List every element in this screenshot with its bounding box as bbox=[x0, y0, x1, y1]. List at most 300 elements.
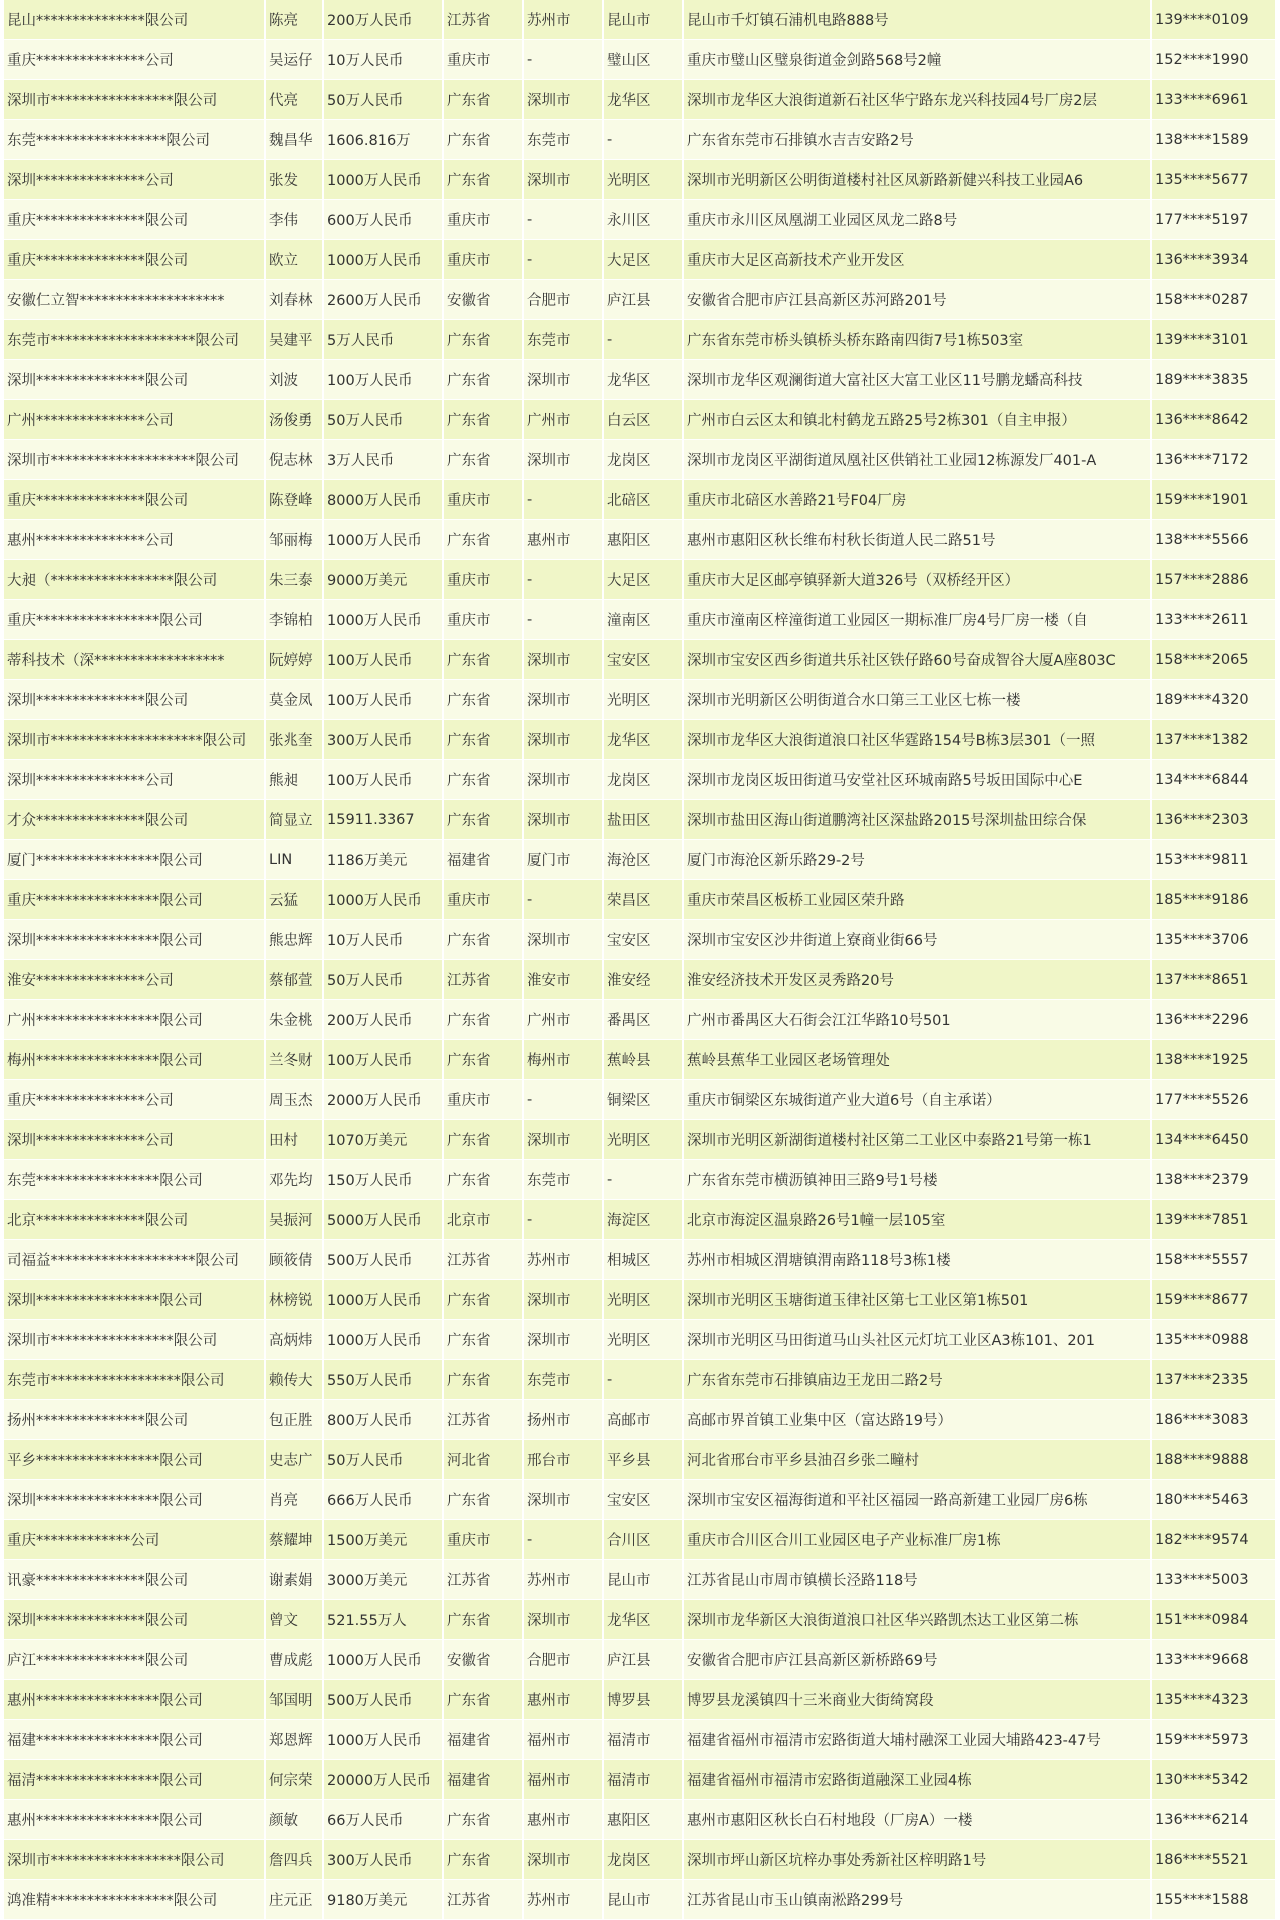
registered-capital-cell: 1500万美元 bbox=[323, 1520, 443, 1560]
legal-person-cell: 李伟 bbox=[265, 200, 323, 240]
phone-cell: 159****1901 bbox=[1151, 480, 1276, 520]
legal-person-cell: 邹丽梅 bbox=[265, 520, 323, 560]
district-cell: 惠阳区 bbox=[603, 520, 683, 560]
table-row bbox=[4, 1440, 1276, 1480]
address-cell: 重庆市北碚区水善路21号F04厂房 bbox=[683, 480, 1151, 520]
registered-capital-cell: 50万人民币 bbox=[323, 1440, 443, 1480]
city-cell: 苏州市 bbox=[523, 1240, 603, 1280]
city-cell: - bbox=[523, 1200, 603, 1240]
legal-person-cell: 云猛 bbox=[265, 880, 323, 920]
address-cell: 广州市番禺区大石街会江江华路10号501 bbox=[683, 1000, 1151, 1040]
address-cell: 深圳市宝安区西乡街道共乐社区铁仔路60号奋成智谷大厦A座803C bbox=[683, 640, 1151, 680]
phone-cell: 153****9811 bbox=[1151, 840, 1276, 880]
company-name-cell: 惠州***************公司 bbox=[4, 520, 265, 560]
registered-capital-cell: 300万人民币 bbox=[323, 1840, 443, 1880]
district-cell: 潼南区 bbox=[603, 600, 683, 640]
address-cell: 北京市海淀区温泉路26号1幢一层105室 bbox=[683, 1200, 1151, 1240]
company-name-cell: 重庆***************公司 bbox=[4, 40, 265, 80]
company-name-cell: 福建*****************限公司 bbox=[4, 1720, 265, 1760]
city-cell: 深圳市 bbox=[523, 1320, 603, 1360]
legal-person-cell: 魏昌华 bbox=[265, 120, 323, 160]
district-cell: 龙华区 bbox=[603, 1600, 683, 1640]
table-row bbox=[4, 1840, 1276, 1880]
city-cell: 梅州市 bbox=[523, 1040, 603, 1080]
phone-cell: 137****8651 bbox=[1151, 960, 1276, 1000]
phone-cell: 137****2335 bbox=[1151, 1360, 1276, 1400]
registered-capital-cell: 100万人民币 bbox=[323, 1040, 443, 1080]
table-row bbox=[4, 1160, 1276, 1200]
phone-cell: 134****6450 bbox=[1151, 1120, 1276, 1160]
city-cell: 深圳市 bbox=[523, 720, 603, 760]
address-cell: 淮安经济技术开发区灵秀路20号 bbox=[683, 960, 1151, 1000]
phone-cell: 135****3706 bbox=[1151, 920, 1276, 960]
company-name-cell: 梅州*****************限公司 bbox=[4, 1040, 265, 1080]
table-row bbox=[4, 600, 1276, 640]
city-cell: 深圳市 bbox=[523, 80, 603, 120]
legal-person-cell: 庄元正 bbox=[265, 1880, 323, 1920]
registered-capital-cell: 100万人民币 bbox=[323, 760, 443, 800]
table-row bbox=[4, 1560, 1276, 1600]
table-row bbox=[4, 1320, 1276, 1360]
address-cell: 深圳市光明区马田街道马山头社区元灯坑工业区A3栋101、201 bbox=[683, 1320, 1151, 1360]
table-row bbox=[4, 480, 1276, 520]
province-cell: 广东省 bbox=[443, 1480, 523, 1520]
city-cell: 合肥市 bbox=[523, 280, 603, 320]
district-cell: 宝安区 bbox=[603, 920, 683, 960]
city-cell: 惠州市 bbox=[523, 1680, 603, 1720]
district-cell: 海淀区 bbox=[603, 1200, 683, 1240]
city-cell: - bbox=[523, 480, 603, 520]
province-cell: 安徽省 bbox=[443, 1640, 523, 1680]
table-row bbox=[4, 720, 1276, 760]
table-body bbox=[4, 0, 1276, 1920]
address-cell: 重庆市璧山区璧泉街道金剑路568号2幢 bbox=[683, 40, 1151, 80]
district-cell: - bbox=[603, 1160, 683, 1200]
registered-capital-cell: 1000万人民币 bbox=[323, 160, 443, 200]
province-cell: 广东省 bbox=[443, 120, 523, 160]
address-cell: 深圳市宝安区福海街道和平社区福园一路高新建工业园厂房6栋 bbox=[683, 1480, 1151, 1520]
company-name-cell: 淮安***************公司 bbox=[4, 960, 265, 1000]
table-row bbox=[4, 1120, 1276, 1160]
phone-cell: 185****9186 bbox=[1151, 880, 1276, 920]
table-row bbox=[4, 840, 1276, 880]
city-cell: 深圳市 bbox=[523, 360, 603, 400]
phone-cell: 137****1382 bbox=[1151, 720, 1276, 760]
registered-capital-cell: 50万人民币 bbox=[323, 400, 443, 440]
company-name-cell: 重庆*****************限公司 bbox=[4, 880, 265, 920]
company-name-cell: 福清*****************限公司 bbox=[4, 1760, 265, 1800]
address-cell: 博罗县龙溪镇四十三米商业大街绮窝段 bbox=[683, 1680, 1151, 1720]
phone-cell: 138****2379 bbox=[1151, 1160, 1276, 1200]
registered-capital-cell: 666万人民币 bbox=[323, 1480, 443, 1520]
table-row bbox=[4, 1880, 1276, 1920]
table-row bbox=[4, 880, 1276, 920]
province-cell: 重庆市 bbox=[443, 1080, 523, 1120]
registered-capital-cell: 600万人民币 bbox=[323, 200, 443, 240]
registered-capital-cell: 100万人民币 bbox=[323, 640, 443, 680]
district-cell: 光明区 bbox=[603, 680, 683, 720]
district-cell: 相城区 bbox=[603, 1240, 683, 1280]
city-cell: 福州市 bbox=[523, 1760, 603, 1800]
city-cell: 福州市 bbox=[523, 1720, 603, 1760]
address-cell: 广州市白云区太和镇北村鹤龙五路25号2栋301（自主申报） bbox=[683, 400, 1151, 440]
district-cell: 大足区 bbox=[603, 240, 683, 280]
table-row bbox=[4, 1280, 1276, 1320]
province-cell: 江苏省 bbox=[443, 1560, 523, 1600]
city-cell: 惠州市 bbox=[523, 1800, 603, 1840]
registered-capital-cell: 500万人民币 bbox=[323, 1240, 443, 1280]
phone-cell: 180****5463 bbox=[1151, 1480, 1276, 1520]
legal-person-cell: 赖传大 bbox=[265, 1360, 323, 1400]
phone-cell: 186****5521 bbox=[1151, 1840, 1276, 1880]
phone-cell: 135****4323 bbox=[1151, 1680, 1276, 1720]
province-cell: 广东省 bbox=[443, 400, 523, 440]
province-cell: 广东省 bbox=[443, 80, 523, 120]
district-cell: 璧山区 bbox=[603, 40, 683, 80]
legal-person-cell: 陈登峰 bbox=[265, 480, 323, 520]
table-row bbox=[4, 760, 1276, 800]
district-cell: 庐江县 bbox=[603, 280, 683, 320]
province-cell: 江苏省 bbox=[443, 960, 523, 1000]
company-name-cell: 深圳***************限公司 bbox=[4, 360, 265, 400]
company-name-cell: 东莞*****************限公司 bbox=[4, 1160, 265, 1200]
table-row bbox=[4, 120, 1276, 160]
company-name-cell: 广州***************公司 bbox=[4, 400, 265, 440]
city-cell: 深圳市 bbox=[523, 1840, 603, 1880]
company-name-cell: 深圳市*****************限公司 bbox=[4, 1320, 265, 1360]
registered-capital-cell: 15911.3367 bbox=[323, 800, 443, 840]
phone-cell: 155****1588 bbox=[1151, 1880, 1276, 1920]
district-cell: - bbox=[603, 1360, 683, 1400]
district-cell: 高邮市 bbox=[603, 1400, 683, 1440]
legal-person-cell: 熊昶 bbox=[265, 760, 323, 800]
table-row bbox=[4, 0, 1276, 40]
registered-capital-cell: 20000万人民币 bbox=[323, 1760, 443, 1800]
company-name-cell: 庐江***************限公司 bbox=[4, 1640, 265, 1680]
district-cell: 光明区 bbox=[603, 1280, 683, 1320]
address-cell: 广东省东莞市桥头镇桥头桥东路南四街7号1栋503室 bbox=[683, 320, 1151, 360]
phone-cell: 138****5566 bbox=[1151, 520, 1276, 560]
legal-person-cell: 周玉杰 bbox=[265, 1080, 323, 1120]
legal-person-cell: 曾文 bbox=[265, 1600, 323, 1640]
city-cell: 深圳市 bbox=[523, 1600, 603, 1640]
table-row bbox=[4, 680, 1276, 720]
legal-person-cell: 曹成彪 bbox=[265, 1640, 323, 1680]
city-cell: 厦门市 bbox=[523, 840, 603, 880]
city-cell: 深圳市 bbox=[523, 920, 603, 960]
registered-capital-cell: 10万人民币 bbox=[323, 40, 443, 80]
table-row bbox=[4, 200, 1276, 240]
district-cell: 光明区 bbox=[603, 160, 683, 200]
registered-capital-cell: 550万人民币 bbox=[323, 1360, 443, 1400]
phone-cell: 182****9574 bbox=[1151, 1520, 1276, 1560]
city-cell: 东莞市 bbox=[523, 320, 603, 360]
address-cell: 高邮市界首镇工业集中区（富达路19号） bbox=[683, 1400, 1151, 1440]
legal-person-cell: 颜敏 bbox=[265, 1800, 323, 1840]
province-cell: 重庆市 bbox=[443, 560, 523, 600]
address-cell: 重庆市合川区合川工业园区电子产业标准厂房1栋 bbox=[683, 1520, 1151, 1560]
district-cell: 宝安区 bbox=[603, 640, 683, 680]
province-cell: 重庆市 bbox=[443, 600, 523, 640]
registered-capital-cell: 9180万美元 bbox=[323, 1880, 443, 1920]
city-cell: 东莞市 bbox=[523, 120, 603, 160]
city-cell: 深圳市 bbox=[523, 1480, 603, 1520]
phone-cell: 189****3835 bbox=[1151, 360, 1276, 400]
city-cell: 邢台市 bbox=[523, 1440, 603, 1480]
address-cell: 昆山市千灯镇石浦机电路888号 bbox=[683, 0, 1151, 40]
registered-capital-cell: 2000万人民币 bbox=[323, 1080, 443, 1120]
address-cell: 深圳市龙岗区坂田街道马安堂社区环城南路5号坂田国际中心E bbox=[683, 760, 1151, 800]
legal-person-cell: 朱三泰 bbox=[265, 560, 323, 600]
district-cell: 大足区 bbox=[603, 560, 683, 600]
legal-person-cell: 邓先均 bbox=[265, 1160, 323, 1200]
province-cell: 江苏省 bbox=[443, 1240, 523, 1280]
province-cell: 广东省 bbox=[443, 1000, 523, 1040]
phone-cell: 177****5526 bbox=[1151, 1080, 1276, 1120]
province-cell: 广东省 bbox=[443, 1160, 523, 1200]
legal-person-cell: 何宗荣 bbox=[265, 1760, 323, 1800]
registered-capital-cell: 100万人民币 bbox=[323, 360, 443, 400]
address-cell: 深圳市光明区新湖街道楼村社区第二工业区中泰路21号第一栋1 bbox=[683, 1120, 1151, 1160]
registered-capital-cell: 3万人民币 bbox=[323, 440, 443, 480]
district-cell: 龙华区 bbox=[603, 720, 683, 760]
district-cell: - bbox=[603, 320, 683, 360]
table-row bbox=[4, 1240, 1276, 1280]
legal-person-cell: 史志广 bbox=[265, 1440, 323, 1480]
legal-person-cell: 吴振河 bbox=[265, 1200, 323, 1240]
address-cell: 安徽省合肥市庐江县高新区苏河路201号 bbox=[683, 280, 1151, 320]
legal-person-cell: 阮婷婷 bbox=[265, 640, 323, 680]
legal-person-cell: 莫金凤 bbox=[265, 680, 323, 720]
registered-capital-cell: 1000万人民币 bbox=[323, 880, 443, 920]
district-cell: 龙岗区 bbox=[603, 440, 683, 480]
phone-cell: 136****2303 bbox=[1151, 800, 1276, 840]
district-cell: 盐田区 bbox=[603, 800, 683, 840]
district-cell: 福清市 bbox=[603, 1720, 683, 1760]
legal-person-cell: 张兆奎 bbox=[265, 720, 323, 760]
company-name-cell: 重庆***************限公司 bbox=[4, 240, 265, 280]
province-cell: 广东省 bbox=[443, 1680, 523, 1720]
registered-capital-cell: 1000万人民币 bbox=[323, 240, 443, 280]
table-row bbox=[4, 560, 1276, 600]
table-row bbox=[4, 1040, 1276, 1080]
company-name-cell: 昆山***************限公司 bbox=[4, 0, 265, 40]
province-cell: 广东省 bbox=[443, 320, 523, 360]
company-name-cell: 广州*****************限公司 bbox=[4, 1000, 265, 1040]
registered-capital-cell: 1000万人民币 bbox=[323, 1280, 443, 1320]
city-cell: - bbox=[523, 200, 603, 240]
company-name-cell: 深圳***************公司 bbox=[4, 1120, 265, 1160]
company-name-cell: 重庆***************限公司 bbox=[4, 200, 265, 240]
city-cell: 合肥市 bbox=[523, 1640, 603, 1680]
city-cell: 深圳市 bbox=[523, 760, 603, 800]
registered-capital-cell: 1186万美元 bbox=[323, 840, 443, 880]
table-row bbox=[4, 1760, 1276, 1800]
phone-cell: 159****5973 bbox=[1151, 1720, 1276, 1760]
province-cell: 江苏省 bbox=[443, 0, 523, 40]
table-row bbox=[4, 920, 1276, 960]
phone-cell: 188****9888 bbox=[1151, 1440, 1276, 1480]
phone-cell: 157****2886 bbox=[1151, 560, 1276, 600]
phone-cell: 136****8642 bbox=[1151, 400, 1276, 440]
address-cell: 深圳市龙华区大浪街道新石社区华宁路东龙兴科技园4号厂房2层 bbox=[683, 80, 1151, 120]
province-cell: 广东省 bbox=[443, 640, 523, 680]
company-name-cell: 惠州*****************限公司 bbox=[4, 1680, 265, 1720]
province-cell: 广东省 bbox=[443, 1360, 523, 1400]
address-cell: 福建省福州市福清市宏路街道融深工业园4栋 bbox=[683, 1760, 1151, 1800]
company-name-cell: 深圳***************限公司 bbox=[4, 1600, 265, 1640]
company-name-cell: 鸿准精*****************限公司 bbox=[4, 1880, 265, 1920]
address-cell: 广东省东莞市石排镇庙边王龙田二路2号 bbox=[683, 1360, 1151, 1400]
company-name-cell: 重庆*************公司 bbox=[4, 1520, 265, 1560]
city-cell: 淮安市 bbox=[523, 960, 603, 1000]
province-cell: 重庆市 bbox=[443, 240, 523, 280]
address-cell: 江苏省昆山市玉山镇南淞路299号 bbox=[683, 1880, 1151, 1920]
table-row bbox=[4, 280, 1276, 320]
phone-cell: 133****2611 bbox=[1151, 600, 1276, 640]
registered-capital-cell: 1000万人民币 bbox=[323, 600, 443, 640]
table-row bbox=[4, 1600, 1276, 1640]
registered-capital-cell: 200万人民币 bbox=[323, 0, 443, 40]
address-cell: 惠州市惠阳区秋长维布村秋长街道人民二路51号 bbox=[683, 520, 1151, 560]
address-cell: 惠州市惠阳区秋长白石村地段（厂房A）一楼 bbox=[683, 1800, 1151, 1840]
district-cell: 白云区 bbox=[603, 400, 683, 440]
company-name-cell: 平乡*****************限公司 bbox=[4, 1440, 265, 1480]
address-cell: 深圳市龙华新区大浪街道浪口社区华兴路凯杰达工业区第二栋 bbox=[683, 1600, 1151, 1640]
city-cell: 东莞市 bbox=[523, 1360, 603, 1400]
phone-cell: 136****3934 bbox=[1151, 240, 1276, 280]
phone-cell: 134****6844 bbox=[1151, 760, 1276, 800]
legal-person-cell: 林榜锐 bbox=[265, 1280, 323, 1320]
district-cell: 龙岗区 bbox=[603, 760, 683, 800]
address-cell: 苏州市相城区渭塘镇渭南路118号3栋1楼 bbox=[683, 1240, 1151, 1280]
phone-cell: 189****4320 bbox=[1151, 680, 1276, 720]
legal-person-cell: 简显立 bbox=[265, 800, 323, 840]
registered-capital-cell: 1000万人民币 bbox=[323, 1720, 443, 1760]
address-cell: 深圳市龙华区观澜街道大富社区大富工业区11号鹏龙蟠高科技 bbox=[683, 360, 1151, 400]
district-cell: 铜梁区 bbox=[603, 1080, 683, 1120]
district-cell: 海沧区 bbox=[603, 840, 683, 880]
phone-cell: 136****7172 bbox=[1151, 440, 1276, 480]
district-cell: 平乡县 bbox=[603, 1440, 683, 1480]
province-cell: 福建省 bbox=[443, 1760, 523, 1800]
province-cell: 重庆市 bbox=[443, 480, 523, 520]
address-cell: 重庆市铜梁区东城街道产业大道6号（自主承诺） bbox=[683, 1080, 1151, 1120]
company-name-cell: 东莞******************限公司 bbox=[4, 120, 265, 160]
district-cell: 龙华区 bbox=[603, 80, 683, 120]
province-cell: 重庆市 bbox=[443, 1520, 523, 1560]
city-cell: 深圳市 bbox=[523, 160, 603, 200]
table-row bbox=[4, 1000, 1276, 1040]
province-cell: 重庆市 bbox=[443, 880, 523, 920]
address-cell: 深圳市光明区玉塘街道玉律社区第七工业区第1栋501 bbox=[683, 1280, 1151, 1320]
province-cell: 江苏省 bbox=[443, 1400, 523, 1440]
legal-person-cell: 张发 bbox=[265, 160, 323, 200]
phone-cell: 139****3101 bbox=[1151, 320, 1276, 360]
table-row bbox=[4, 360, 1276, 400]
company-name-cell: 大昶（*****************限公司 bbox=[4, 560, 265, 600]
phone-cell: 158****5557 bbox=[1151, 1240, 1276, 1280]
table-row bbox=[4, 1640, 1276, 1680]
address-cell: 重庆市永川区凤凰湖工业园区凤龙二路8号 bbox=[683, 200, 1151, 240]
province-cell: 广东省 bbox=[443, 760, 523, 800]
registered-capital-cell: 200万人民币 bbox=[323, 1000, 443, 1040]
company-name-cell: 深圳*****************限公司 bbox=[4, 920, 265, 960]
legal-person-cell: 高炳炜 bbox=[265, 1320, 323, 1360]
table-row bbox=[4, 80, 1276, 120]
table-row bbox=[4, 240, 1276, 280]
legal-person-cell: 陈亮 bbox=[265, 0, 323, 40]
legal-person-cell: 李锦柏 bbox=[265, 600, 323, 640]
table-row bbox=[4, 160, 1276, 200]
company-name-cell: 深圳市*****************限公司 bbox=[4, 80, 265, 120]
address-cell: 河北省邢台市平乡县油召乡张二疃村 bbox=[683, 1440, 1151, 1480]
district-cell: 合川区 bbox=[603, 1520, 683, 1560]
legal-person-cell: 吴建平 bbox=[265, 320, 323, 360]
city-cell: 深圳市 bbox=[523, 800, 603, 840]
table-row bbox=[4, 1520, 1276, 1560]
district-cell: 惠阳区 bbox=[603, 1800, 683, 1840]
address-cell: 重庆市大足区高新技术产业开发区 bbox=[683, 240, 1151, 280]
address-cell: 福建省福州市福清市宏路街道大埔村融深工业园大埔路423-47号 bbox=[683, 1720, 1151, 1760]
city-cell: - bbox=[523, 600, 603, 640]
phone-cell: 139****0109 bbox=[1151, 0, 1276, 40]
registered-capital-cell: 500万人民币 bbox=[323, 1680, 443, 1720]
company-name-cell: 深圳***************限公司 bbox=[4, 680, 265, 720]
table-row bbox=[4, 1800, 1276, 1840]
legal-person-cell: 邹国明 bbox=[265, 1680, 323, 1720]
legal-person-cell: 蔡郁萱 bbox=[265, 960, 323, 1000]
province-cell: 广东省 bbox=[443, 1040, 523, 1080]
province-cell: 广东省 bbox=[443, 680, 523, 720]
table-row bbox=[4, 320, 1276, 360]
company-name-cell: 司福益********************限公司 bbox=[4, 1240, 265, 1280]
district-cell: 庐江县 bbox=[603, 1640, 683, 1680]
legal-person-cell: 倪志林 bbox=[265, 440, 323, 480]
address-cell: 安徽省合肥市庐江县高新区新桥路69号 bbox=[683, 1640, 1151, 1680]
city-cell: - bbox=[523, 1080, 603, 1120]
table-row bbox=[4, 1720, 1276, 1760]
district-cell: 宝安区 bbox=[603, 1480, 683, 1520]
district-cell: 光明区 bbox=[603, 1320, 683, 1360]
registered-capital-cell: 1070万美元 bbox=[323, 1120, 443, 1160]
province-cell: 广东省 bbox=[443, 920, 523, 960]
province-cell: 广东省 bbox=[443, 360, 523, 400]
phone-cell: 133****6961 bbox=[1151, 80, 1276, 120]
city-cell: 苏州市 bbox=[523, 1560, 603, 1600]
company-name-cell: 扬州***************限公司 bbox=[4, 1400, 265, 1440]
company-name-cell: 重庆***************限公司 bbox=[4, 480, 265, 520]
province-cell: 广东省 bbox=[443, 800, 523, 840]
registered-capital-cell: 50万人民币 bbox=[323, 80, 443, 120]
table-row bbox=[4, 520, 1276, 560]
table-row bbox=[4, 440, 1276, 480]
table-row bbox=[4, 960, 1276, 1000]
company-name-cell: 北京***************限公司 bbox=[4, 1200, 265, 1240]
registered-capital-cell: 150万人民币 bbox=[323, 1160, 443, 1200]
district-cell: - bbox=[603, 120, 683, 160]
legal-person-cell: 刘波 bbox=[265, 360, 323, 400]
district-cell: 北碚区 bbox=[603, 480, 683, 520]
legal-person-cell: 欧立 bbox=[265, 240, 323, 280]
city-cell: 苏州市 bbox=[523, 1880, 603, 1920]
registered-capital-cell: 10万人民币 bbox=[323, 920, 443, 960]
phone-cell: 133****5003 bbox=[1151, 1560, 1276, 1600]
district-cell: 昆山市 bbox=[603, 1560, 683, 1600]
legal-person-cell: 谢素娟 bbox=[265, 1560, 323, 1600]
registered-capital-cell: 300万人民币 bbox=[323, 720, 443, 760]
city-cell: - bbox=[523, 1520, 603, 1560]
